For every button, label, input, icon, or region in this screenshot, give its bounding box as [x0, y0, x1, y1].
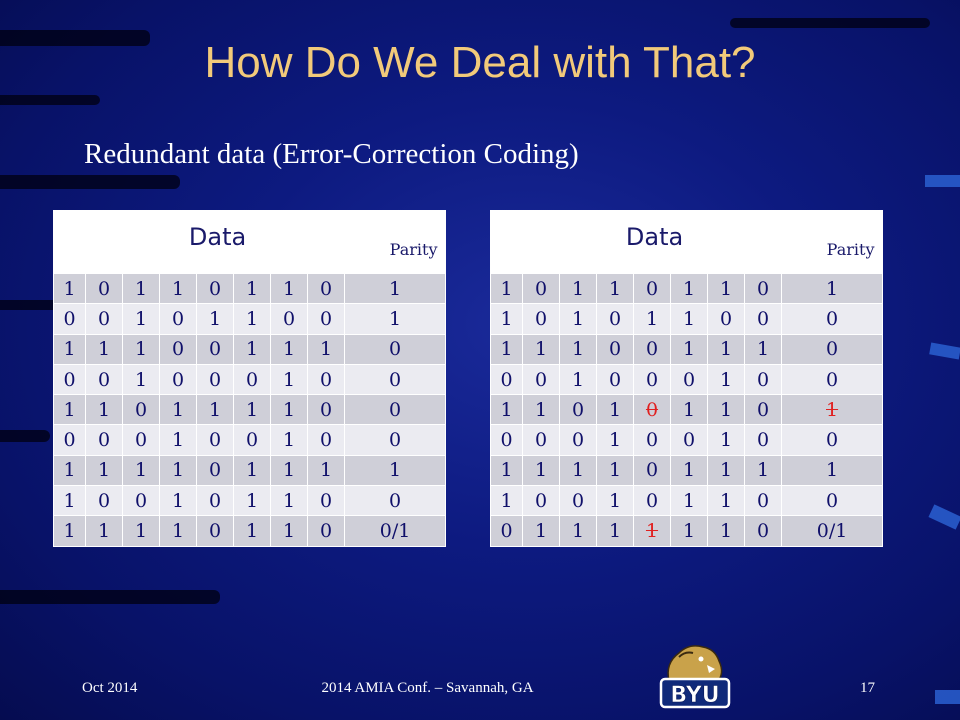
parity-cell: 1: [345, 274, 446, 304]
left-table-body: [54, 211, 446, 547]
bit-cell: 1: [123, 516, 160, 546]
bit-cell: 1: [308, 334, 345, 364]
bit-cell: 0: [634, 425, 671, 455]
bit-cell: 0: [634, 274, 671, 304]
bg-streak: [0, 430, 50, 442]
table-row: [491, 425, 883, 455]
bit-cell: 1: [560, 334, 597, 364]
bit-cell: 0: [523, 274, 560, 304]
bit-cell: 1: [234, 274, 271, 304]
bit-cell: 1: [54, 486, 86, 516]
bit-cell: 0: [86, 425, 123, 455]
bg-streak: [0, 95, 100, 105]
table-row: [491, 455, 883, 485]
bit-cell: 0: [86, 486, 123, 516]
bit-cell: 0: [86, 304, 123, 334]
bit-cell: 0: [197, 516, 234, 546]
table-row: [54, 516, 446, 546]
bit-cell: 1: [160, 486, 197, 516]
table-row: [54, 455, 446, 485]
table-row: [54, 334, 446, 364]
slide-subtitle: Redundant data (Error-Correction Coding): [84, 138, 579, 170]
footer-date: Oct 2014: [82, 680, 138, 696]
table-header-row: [54, 211, 446, 274]
bit-cell: 1: [123, 364, 160, 394]
bit-cell: 0: [308, 486, 345, 516]
parity-header: Parity: [382, 211, 446, 274]
parity-cell: 0: [782, 304, 883, 334]
bit-cell: 0: [634, 334, 671, 364]
bit-cell: 0: [671, 364, 708, 394]
bit-cell: 0: [634, 486, 671, 516]
bit-cell: 1: [197, 395, 234, 425]
bit-cell: 1: [271, 425, 308, 455]
bit-cell: 0: [123, 425, 160, 455]
bit-cell: 1: [671, 304, 708, 334]
bit-cell: 1: [271, 334, 308, 364]
bit-cell: 0: [560, 395, 597, 425]
parity-cell: 0/1: [345, 516, 446, 546]
bit-cell: 1: [708, 455, 745, 485]
bit-cell: 1: [123, 274, 160, 304]
bit-cell: 1: [491, 274, 523, 304]
bit-cell: 0: [308, 516, 345, 546]
bg-streak: [0, 590, 220, 604]
bit-cell: 1: [271, 486, 308, 516]
bg-streak: [0, 175, 180, 189]
bit-cell: 1: [271, 516, 308, 546]
bit-cell: 1: [560, 516, 597, 546]
bit-cell: 1: [234, 486, 271, 516]
bit-cell: 1: [671, 516, 708, 546]
bit-cell: 0: [671, 425, 708, 455]
bit-cell: 0: [123, 486, 160, 516]
bit-cell: 0: [745, 304, 782, 334]
bit-cell: 0: [54, 364, 86, 394]
bit-cell: 1: [160, 274, 197, 304]
bit-cell: 0: [523, 364, 560, 394]
bit-cell: 0: [123, 395, 160, 425]
bit-cell: 1: [308, 455, 345, 485]
bit-cell: 0: [560, 425, 597, 455]
bit-cell: 0: [523, 486, 560, 516]
bit-cell: 0: [523, 304, 560, 334]
bit-cell: 0: [197, 486, 234, 516]
bit-cell: 1: [634, 516, 671, 546]
bit-cell: 1: [123, 304, 160, 334]
bit-cell: 0: [86, 274, 123, 304]
bit-cell: 1: [708, 395, 745, 425]
bit-cell: 1: [234, 516, 271, 546]
parity-cell: 1: [345, 455, 446, 485]
table-row: [54, 486, 446, 516]
bit-cell: 0: [160, 334, 197, 364]
bit-cell: 1: [708, 425, 745, 455]
bit-cell: 1: [708, 274, 745, 304]
bit-cell: 1: [560, 274, 597, 304]
bit-cell: 1: [123, 334, 160, 364]
bit-cell: 1: [708, 516, 745, 546]
bit-cell: 1: [234, 395, 271, 425]
table-row: [491, 334, 883, 364]
bit-cell: 0: [197, 364, 234, 394]
table-row: [491, 274, 883, 304]
bit-cell: 1: [523, 455, 560, 485]
bit-cell: 1: [54, 516, 86, 546]
bit-cell: 0: [491, 516, 523, 546]
bit-cell: 0: [597, 364, 634, 394]
bit-cell: 1: [491, 334, 523, 364]
table-row: [491, 516, 883, 546]
bg-streak: [0, 300, 60, 310]
bit-cell: 1: [523, 334, 560, 364]
bit-cell: 1: [597, 395, 634, 425]
bit-cell: 1: [86, 455, 123, 485]
bit-cell: 1: [160, 395, 197, 425]
bit-cell: 1: [234, 334, 271, 364]
bit-cell: 0: [160, 304, 197, 334]
table-row: [491, 304, 883, 334]
bit-cell: 1: [86, 334, 123, 364]
table-row: [54, 304, 446, 334]
footer-conference: 2014 AMIA Conf. – Savannah, GA: [321, 680, 534, 696]
bit-cell: 1: [671, 455, 708, 485]
bit-cell: 1: [597, 425, 634, 455]
bit-cell: 0: [745, 425, 782, 455]
bit-cell: 0: [745, 395, 782, 425]
bit-cell: 1: [160, 455, 197, 485]
bit-cell: 0: [308, 304, 345, 334]
bit-cell: 0: [86, 364, 123, 394]
bit-cell: 1: [86, 395, 123, 425]
bit-cell: 1: [271, 364, 308, 394]
bit-cell: 0: [708, 304, 745, 334]
svg-text:BYU: BYU: [670, 683, 720, 708]
bit-cell: 0: [308, 425, 345, 455]
bit-cell: 1: [634, 304, 671, 334]
parity-cell: 1: [782, 455, 883, 485]
bit-cell: 1: [745, 334, 782, 364]
bg-streak: [935, 690, 960, 704]
bit-cell: 1: [160, 425, 197, 455]
parity-cell: 1: [782, 395, 883, 425]
bit-cell: 1: [160, 516, 197, 546]
parity-cell: 0: [782, 334, 883, 364]
bit-cell: 0: [197, 334, 234, 364]
bit-cell: 0: [560, 486, 597, 516]
parity-cell: 1: [782, 274, 883, 304]
data-header: Data: [491, 211, 819, 274]
bit-cell: 1: [560, 304, 597, 334]
bit-cell: 0: [160, 364, 197, 394]
bit-cell: 1: [54, 274, 86, 304]
parity-cell: 1: [345, 304, 446, 334]
bit-cell: 1: [671, 486, 708, 516]
bit-cell: 0: [634, 395, 671, 425]
bit-cell: 0: [745, 516, 782, 546]
table-row: [54, 274, 446, 304]
bit-cell: 0: [197, 425, 234, 455]
table-row: [54, 395, 446, 425]
bit-cell: 0: [745, 364, 782, 394]
bg-streak: [730, 18, 930, 28]
bit-cell: 1: [234, 455, 271, 485]
bit-cell: 0: [491, 364, 523, 394]
table-row: [54, 425, 446, 455]
bit-cell: 1: [123, 455, 160, 485]
parity-cell: 0: [782, 364, 883, 394]
bit-cell: 0: [597, 334, 634, 364]
parity-cell: 0: [345, 334, 446, 364]
bit-cell: 0: [308, 395, 345, 425]
data-header: Data: [54, 211, 382, 274]
table-row: [491, 486, 883, 516]
bit-cell: 0: [491, 425, 523, 455]
right-parity-table: [490, 210, 882, 547]
bit-cell: 1: [54, 334, 86, 364]
bit-cell: 1: [597, 274, 634, 304]
bit-cell: 1: [708, 364, 745, 394]
byu-cougar-logo: [655, 635, 735, 715]
bit-cell: 0: [54, 425, 86, 455]
bit-cell: 1: [54, 395, 86, 425]
parity-cell: 0: [345, 395, 446, 425]
bit-cell: 1: [597, 486, 634, 516]
bit-cell: 1: [234, 304, 271, 334]
bit-cell: 1: [708, 334, 745, 364]
bit-cell: 0: [234, 364, 271, 394]
parity-cell: 0: [345, 364, 446, 394]
bit-cell: 0: [308, 274, 345, 304]
parity-cell: 0: [782, 425, 883, 455]
bit-cell: 0: [197, 274, 234, 304]
parity-cell: 0: [345, 486, 446, 516]
bit-cell: 0: [634, 364, 671, 394]
bit-cell: 0: [634, 455, 671, 485]
bit-cell: 1: [491, 486, 523, 516]
bit-cell: 1: [54, 455, 86, 485]
bit-cell: 1: [491, 395, 523, 425]
bit-cell: 0: [745, 486, 782, 516]
table-row: [491, 395, 883, 425]
bit-cell: 1: [523, 516, 560, 546]
bit-cell: 1: [671, 334, 708, 364]
bit-cell: 1: [197, 304, 234, 334]
table-row: [491, 364, 883, 394]
bit-cell: 0: [197, 455, 234, 485]
bit-cell: 0: [308, 364, 345, 394]
bit-cell: 1: [745, 455, 782, 485]
bit-cell: 1: [560, 364, 597, 394]
bit-cell: 1: [523, 395, 560, 425]
bit-cell: 0: [234, 425, 271, 455]
bit-cell: 0: [523, 425, 560, 455]
parity-cell: 0/1: [782, 516, 883, 546]
bit-cell: 0: [54, 304, 86, 334]
parity-cell: 0: [782, 486, 883, 516]
bit-cell: 1: [271, 395, 308, 425]
bit-cell: 1: [491, 455, 523, 485]
parity-header: Parity: [819, 211, 883, 274]
bit-cell: 1: [597, 516, 634, 546]
bit-cell: 1: [271, 455, 308, 485]
bit-cell: 1: [560, 455, 597, 485]
bit-cell: 1: [671, 274, 708, 304]
bit-cell: 1: [491, 304, 523, 334]
bit-cell: 0: [271, 304, 308, 334]
bg-streak: [925, 175, 960, 187]
table-header-row: [491, 211, 883, 274]
slide-title: How Do We Deal with That?: [204, 38, 756, 87]
bit-cell: 1: [708, 486, 745, 516]
left-parity-table: [53, 210, 445, 547]
right-table-body: [491, 211, 883, 547]
bit-cell: 1: [86, 516, 123, 546]
bit-cell: 1: [671, 395, 708, 425]
bit-cell: 1: [271, 274, 308, 304]
bit-cell: 0: [745, 274, 782, 304]
bit-cell: 1: [597, 455, 634, 485]
table-row: [54, 364, 446, 394]
footer-page-number: 17: [860, 680, 875, 696]
parity-cell: 0: [345, 425, 446, 455]
bit-cell: 0: [597, 304, 634, 334]
